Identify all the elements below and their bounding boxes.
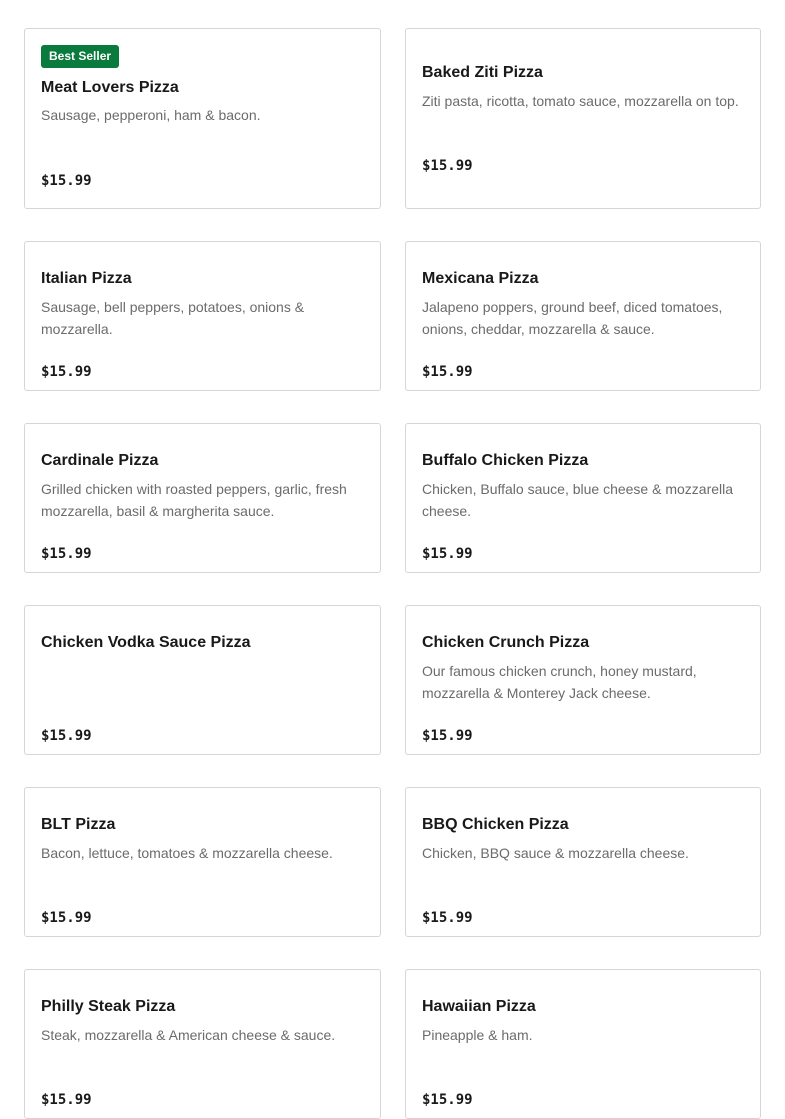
menu-item-card-chicken-vodka-sauce-pizza[interactable] — [24, 605, 381, 755]
menu-item-card-philly-steak-pizza[interactable] — [24, 969, 381, 1119]
menu-item-name: Mexicana Pizza — [422, 270, 539, 287]
menu-item-description: Sausage, bell peppers, potatoes, onions & mozzarella. — [41, 299, 305, 337]
menu-item-price: $15.99 — [422, 158, 473, 174]
menu-item-name: Chicken Crunch Pizza — [422, 634, 590, 651]
menu-item-description: Ziti pasta, ricotta, tomato sauce, mozzarella on top. — [422, 93, 739, 109]
menu-item-name: Buffalo Chicken Pizza — [422, 452, 589, 469]
menu-item-description: Our famous chicken crunch, honey mustard, mozzarella & Monterey Jack cheese. — [422, 663, 697, 701]
menu-item-price: $15.99 — [41, 1092, 92, 1108]
menu-item-price: $15.99 — [41, 910, 92, 926]
menu-item-card-cardinale-pizza[interactable] — [24, 423, 381, 573]
menu-item-price: $15.99 — [422, 546, 473, 562]
menu-item-name: Meat Lovers Pizza — [41, 79, 179, 96]
menu-item-description: Chicken, Buffalo sauce, blue cheese & mozzarella cheese. — [422, 481, 734, 519]
menu-item-price: $15.99 — [41, 546, 92, 562]
menu-item-grid — [24, 28, 761, 1119]
best-seller-badge: Best Seller — [41, 45, 119, 68]
menu-item-price: $15.99 — [422, 910, 473, 926]
menu-item-card-bbq-chicken-pizza[interactable] — [405, 787, 761, 937]
menu-item-name: Cardinale Pizza — [41, 452, 159, 469]
menu-item-price: $15.99 — [41, 173, 92, 189]
menu-item-name: Chicken Vodka Sauce Pizza — [41, 634, 251, 651]
menu-item-description: Grilled chicken with roasted peppers, garlic, fresh mozzarella, basil & margherita sauce. — [41, 481, 347, 519]
menu-item-name: Italian Pizza — [41, 270, 132, 287]
menu-item-name: Hawaiian Pizza — [422, 998, 536, 1015]
menu-item-description: Steak, mozzarella & American cheese & sauce. — [41, 1027, 336, 1043]
menu-item-description: Chicken, BBQ sauce & mozzarella cheese. — [422, 845, 689, 861]
menu-item-name: Baked Ziti Pizza — [422, 64, 543, 81]
menu-item-name: Philly Steak Pizza — [41, 998, 176, 1015]
menu-item-price: $15.99 — [422, 728, 473, 744]
menu-item-price: $15.99 — [422, 364, 473, 380]
menu-item-description: Sausage, pepperoni, ham & bacon. — [41, 107, 261, 123]
menu-item-description: Bacon, lettuce, tomatoes & mozzarella cheese. — [41, 845, 333, 861]
menu-item-card-chicken-crunch-pizza[interactable] — [405, 605, 761, 755]
menu-item-description: Pineapple & ham. — [422, 1027, 533, 1043]
menu-item-price: $15.99 — [422, 1092, 473, 1108]
menu-item-card-mexicana-pizza[interactable] — [405, 241, 761, 391]
menu-item-description: Jalapeno poppers, ground beef, diced tomatoes, onions, cheddar, mozzarella & sauce. — [422, 299, 723, 337]
menu-item-card-hawaiian-pizza[interactable] — [405, 969, 761, 1119]
menu-item-price: $15.99 — [41, 728, 92, 744]
menu-item-card-buffalo-chicken-pizza[interactable] — [405, 423, 761, 573]
menu-item-card-italian-pizza[interactable] — [24, 241, 381, 391]
menu-item-name: BLT Pizza — [41, 816, 116, 833]
menu-item-card-meat-lovers-pizza[interactable] — [24, 28, 381, 209]
menu-item-name: BBQ Chicken Pizza — [422, 816, 569, 833]
menu-item-price: $15.99 — [41, 364, 92, 380]
menu-item-card-blt-pizza[interactable] — [24, 787, 381, 937]
menu-item-card-baked-ziti-pizza[interactable] — [405, 28, 761, 209]
